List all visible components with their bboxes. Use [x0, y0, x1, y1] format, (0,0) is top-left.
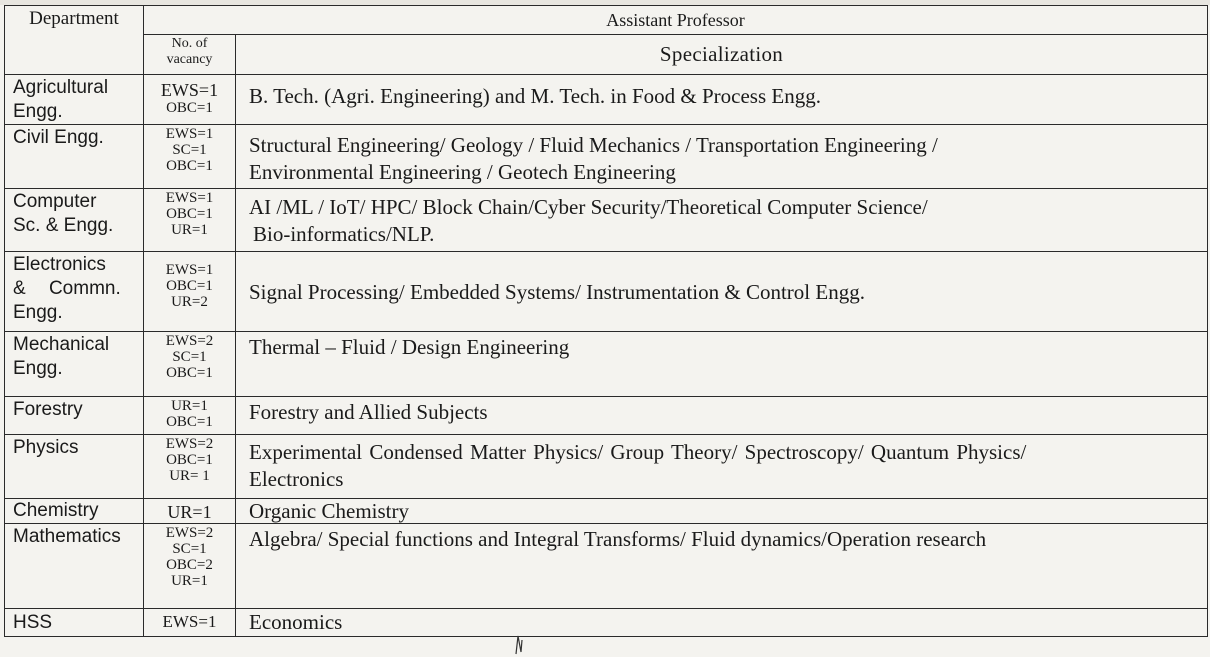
department-line: Agricultural	[13, 77, 109, 98]
department-line: Engg.	[13, 358, 63, 379]
specialization-cell	[236, 125, 1208, 189]
table-row	[5, 75, 1208, 125]
vacancy-line: UR=1	[171, 222, 208, 238]
vacancy-line: EWS=1	[165, 126, 214, 142]
header-department: Department	[5, 6, 144, 75]
specialization-text: Forestry and Allied Subjects	[249, 400, 488, 424]
vacancy-line: OBC=1	[166, 100, 213, 116]
vacancy-cell	[144, 252, 236, 332]
header-post: Assistant Professor	[144, 6, 1208, 35]
vacancy-line: EWS=2	[165, 333, 214, 349]
table-row	[5, 524, 1208, 609]
table-row	[5, 252, 1208, 332]
header-row-2	[5, 35, 1208, 75]
specialization-cell	[236, 499, 1208, 524]
specialization-line: Experimental Condensed Matter Physics/ Group Theory/ Spectroscopy/ Quantum Physics/	[249, 440, 1027, 464]
department-cell	[5, 189, 144, 252]
vacancy-line: EWS=1	[160, 80, 219, 100]
department-line: & Commn.	[13, 278, 121, 299]
header-vacancy-line: No. of	[171, 36, 208, 51]
specialization-text: B. Tech. (Agri. Engineering) and M. Tech. in Food & Process Engg.	[249, 84, 821, 108]
vacancy-cell	[144, 435, 236, 499]
specialization-text: Signal Processing/ Embedded Systems/ Instrumentation & Control Engg.	[249, 280, 865, 304]
vacancy-cell	[144, 524, 236, 609]
vacancy-cell	[144, 397, 236, 435]
department-line: Engg.	[13, 101, 63, 122]
department-cell: Chemistry	[5, 499, 144, 524]
specialization-cell	[236, 189, 1208, 252]
vacancy-line: OBC=2	[166, 557, 213, 573]
department-cell	[5, 252, 144, 332]
table-row	[5, 435, 1208, 499]
specialization-text: Thermal – Fluid / Design Engineering	[249, 335, 570, 359]
vacancy-line: EWS=1	[165, 190, 214, 206]
pen-mark-icon	[512, 632, 526, 656]
vacancy-line: UR=1	[171, 398, 208, 414]
vacancy-line: OBC=1	[166, 365, 213, 381]
table-row	[5, 189, 1208, 252]
specialization-text: Organic Chemistry	[249, 499, 410, 523]
vacancy-line: OBC=1	[166, 414, 213, 430]
department-cell	[5, 332, 144, 397]
vacancy-line: OBC=1	[166, 278, 213, 294]
vacancy-cell	[144, 125, 236, 189]
specialization-line: Electronics	[249, 467, 344, 491]
vacancy-line: UR=2	[171, 294, 208, 310]
header-row-1	[5, 6, 1208, 35]
vacancy-line: OBC=1	[166, 452, 213, 468]
department-cell: Civil Engg.	[5, 125, 144, 189]
department-cell	[5, 75, 144, 125]
vacancy-cell	[144, 75, 236, 125]
department-line: Engg.	[13, 302, 63, 323]
vacancy-cell	[144, 609, 236, 637]
header-specialization: Specialization	[236, 35, 1208, 75]
vacancy-cell	[144, 189, 236, 252]
specialization-cell	[236, 435, 1208, 499]
department-cell: Forestry	[5, 397, 144, 435]
vacancy-line: EWS=2	[165, 436, 214, 452]
vacancy-line: OBC=1	[166, 206, 213, 222]
header-vacancy-line: vacancy	[166, 52, 213, 67]
vacancy-line: OBC=1	[166, 158, 213, 174]
vacancy-table	[4, 5, 1208, 637]
vacancy-cell	[144, 499, 236, 524]
vacancy-cell	[144, 332, 236, 397]
table-row	[5, 332, 1208, 397]
specialization-text: Economics	[249, 610, 343, 634]
vacancy-line: UR=1	[167, 501, 212, 522]
table-row	[5, 609, 1208, 637]
vacancy-line: UR=1	[171, 573, 208, 589]
specialization-cell	[236, 609, 1208, 637]
vacancy-line: EWS=1	[165, 262, 214, 278]
specialization-cell	[236, 75, 1208, 125]
vacancy-line: UR= 1	[169, 468, 210, 484]
specialization-line: Environmental Engineering / Geotech Engineering	[249, 160, 676, 184]
specialization-cell	[236, 524, 1208, 609]
specialization-line: Bio-informatics/NLP.	[253, 222, 435, 246]
table-row	[5, 125, 1208, 189]
department-line: Electronics	[13, 254, 106, 275]
vacancy-line: EWS=1	[162, 612, 217, 631]
specialization-cell	[236, 332, 1208, 397]
vacancy-line: SC=1	[172, 349, 207, 365]
department-cell: HSS	[5, 609, 144, 637]
specialization-text: Algebra/ Special functions and Integral Transforms/ Fluid dynamics/Operation research	[249, 527, 987, 551]
department-cell: Physics	[5, 435, 144, 499]
vacancy-line: SC=1	[172, 541, 207, 557]
department-line: Sc. & Engg.	[13, 215, 114, 236]
header-vacancy	[144, 35, 236, 75]
specialization-cell	[236, 252, 1208, 332]
vacancy-line: EWS=2	[165, 525, 214, 541]
department-line: Mechanical	[13, 334, 110, 355]
specialization-line: Structural Engineering/ Geology / Fluid Mechanics / Transportation Engineering /	[249, 133, 938, 157]
vacancy-line: SC=1	[172, 142, 207, 158]
table-row	[5, 397, 1208, 435]
specialization-cell	[236, 397, 1208, 435]
table-row	[5, 499, 1208, 524]
department-line: Computer	[13, 191, 97, 212]
specialization-line: AI /ML / IoT/ HPC/ Block Chain/Cyber Security/Theoretical Computer Science/	[249, 195, 928, 219]
department-cell: Mathematics	[5, 524, 144, 609]
